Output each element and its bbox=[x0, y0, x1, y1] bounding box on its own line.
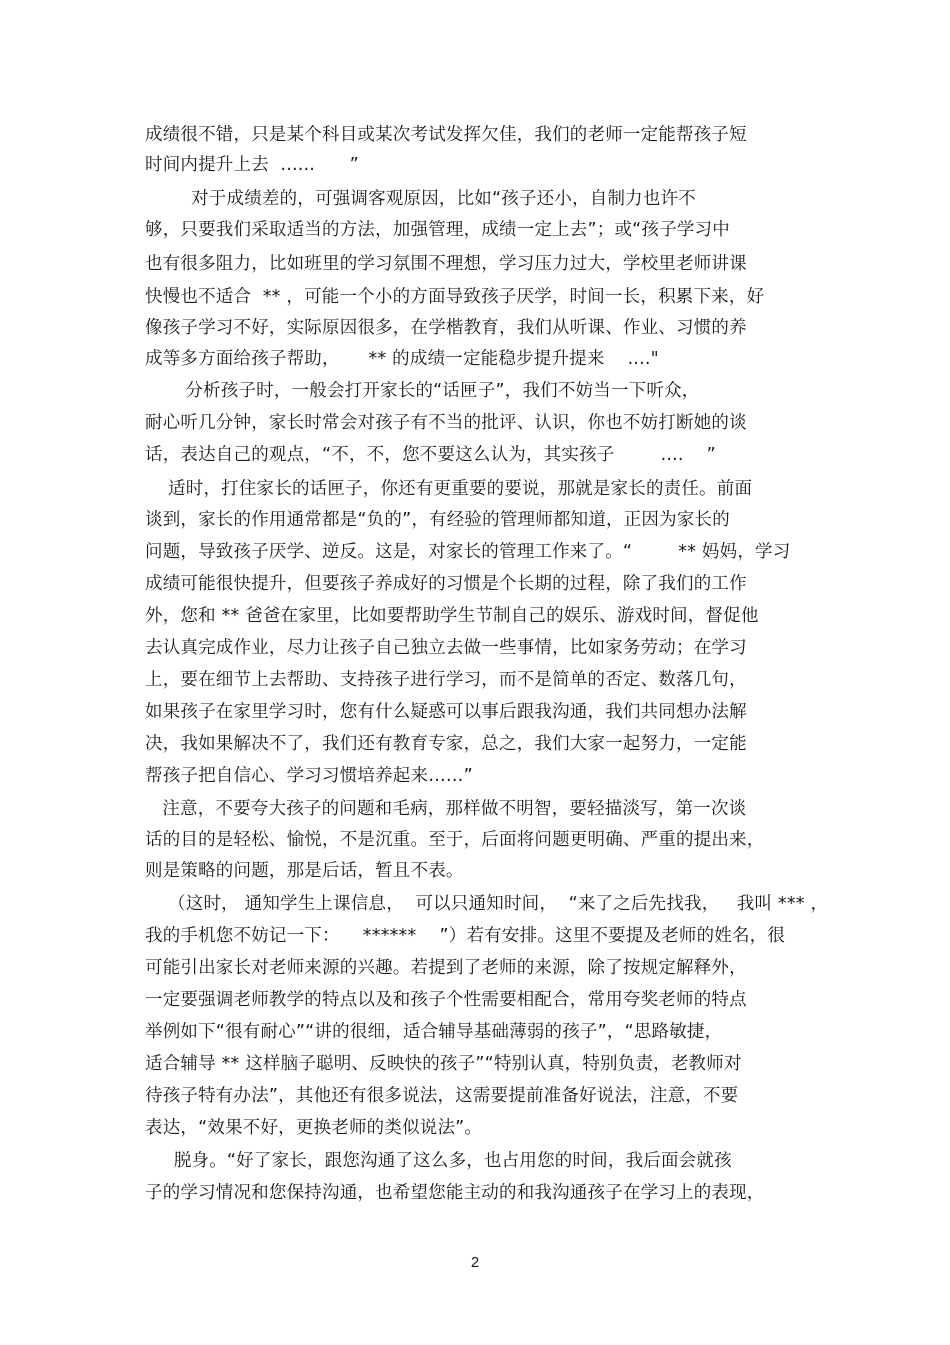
text-line: 子的学习情况和您保持沟通，也希望您能主动的和我沟通孩子在学习上的表现， bbox=[145, 1183, 765, 1203]
text-line: 可能引出家长对老师来源的兴趣。若提到了老师的来源，除了按规定解释外， bbox=[145, 958, 747, 978]
text-line: 话的目的是轻松、愉悦，不是沉重。至于，后面将问题更明确、严重的提出来， bbox=[145, 830, 765, 850]
text-line: 表达，“效果不好，更换老师的类似说法”。 bbox=[145, 1118, 483, 1138]
text-line: 时间内提升上去 ...... ” bbox=[145, 155, 359, 175]
text-line: 成绩可能很快提升，但要孩子养成好的习惯是个长期的过程，除了我们的工作 bbox=[145, 574, 747, 594]
page-number: 2 bbox=[470, 1254, 480, 1271]
text-line: 谈到，家长的作用通常都是“负的”，有经验的管理师都知道，正因为家长的 bbox=[145, 510, 730, 530]
text-line: 话，表达自己的观点，“不，不，您不要这么认为，其实孩子 .... ” bbox=[145, 445, 716, 465]
text-line: 举例如下“很有耐心”“讲的很细，适合辅导基础薄弱的孩子”，“思路敏捷， bbox=[145, 1022, 723, 1042]
text-line: 决，我如果解决不了，我们还有教育专家，总之，我们大家一起努力，一定能 bbox=[145, 734, 747, 754]
text-line: 适时，打住家长的话匣子，你还有更重要的要说，那就是家长的责任。前面 bbox=[145, 479, 753, 499]
text-line: 问题，导致孩子厌学、逆反。这是，对家长的管理工作来了。“ ** 妈妈，学习 bbox=[145, 542, 791, 562]
text-line: 上，要在细节上去帮助、支持孩子进行学习，而不是简单的否定、数落几句， bbox=[145, 670, 747, 690]
text-line: 对于成绩差的，可强调客观原因，比如“孩子还小，自制力也许不 bbox=[145, 189, 696, 209]
text-line: 成绩很不错，只是某个科目或某次考试发挥欠佳，我们的老师一定能帮孩子短 bbox=[145, 125, 747, 145]
text-line: 外，您和 ** 爸爸在家里，比如要帮助学生节制自己的娱乐、游戏时间，督促他 bbox=[145, 606, 759, 626]
text-line: 耐心听几分钟，家长时常会对孩子有不当的批评、认识，你也不妨打断她的谈 bbox=[145, 413, 747, 433]
text-line: 则是策略的问题，那是后话，暂且不表。 bbox=[145, 861, 464, 881]
text-line: 我的手机您不妨记一下： ****** ”）若有安排。这里不要提及老师的姓名，很 bbox=[145, 926, 786, 946]
text-line: 也有很多阻力，比如班里的学习氛围不理想，学习压力过大，学校里老师讲课 bbox=[145, 254, 747, 274]
text-line: 成等多方面给孩子帮助， ** 的成绩一定能稳步提升提来 ...." bbox=[145, 349, 659, 369]
text-line: 适合辅导 ** 这样脑子聪明、反映快的孩子”“特别认真，特别负责，老教师对 bbox=[145, 1054, 742, 1074]
text-line: 像孩子学习不好，实际原因很多，在学楷教育，我们从听课、作业、习惯的养 bbox=[145, 318, 747, 338]
text-line: 待孩子特有办法”，其他还有很多说法，这需要提前准备好说法，注意，不要 bbox=[145, 1086, 739, 1106]
text-line: 注意，不要夸大孩子的问题和毛病，那样做不明智，要轻描淡写，第一次谈 bbox=[145, 799, 747, 819]
text-line: 帮孩子把自信心、学习习惯培养起来……” bbox=[145, 766, 473, 786]
text-line: 如果孩子在家里学习时，您有什么疑惑可以事后跟我沟通，我们共同想办法解 bbox=[145, 702, 747, 722]
text-line: 快慢也不适合 ** ，可能一个小的方面导致孩子厌学，时间一长，积累下来，好 bbox=[145, 287, 765, 307]
text-line: （这时， 通知学生上课信息， 可以只通知时间， “来了之后先找我， 我叫 *** ， bbox=[145, 894, 829, 914]
text-line: 分析孩子时，一般会打开家长的“话匣子”，我们不妨当一下听众， bbox=[145, 381, 700, 401]
text-line: 去认真完成作业，尽力让孩子自己独立去做一些事情，比如家务劳动；在学习 bbox=[145, 638, 747, 658]
text-line: 够，只要我们采取适当的方法，加强管理，成绩一定上去”；或“孩子学习中 bbox=[145, 220, 730, 240]
text-line: 脱身。“好了家长，跟您沟通了这么多，也占用您的时间，我后面会就孩 bbox=[145, 1151, 732, 1171]
text-line: 一定要强调老师教学的特点以及和孩子个性需要相配合，常用夸奖老师的特点 bbox=[145, 990, 747, 1010]
